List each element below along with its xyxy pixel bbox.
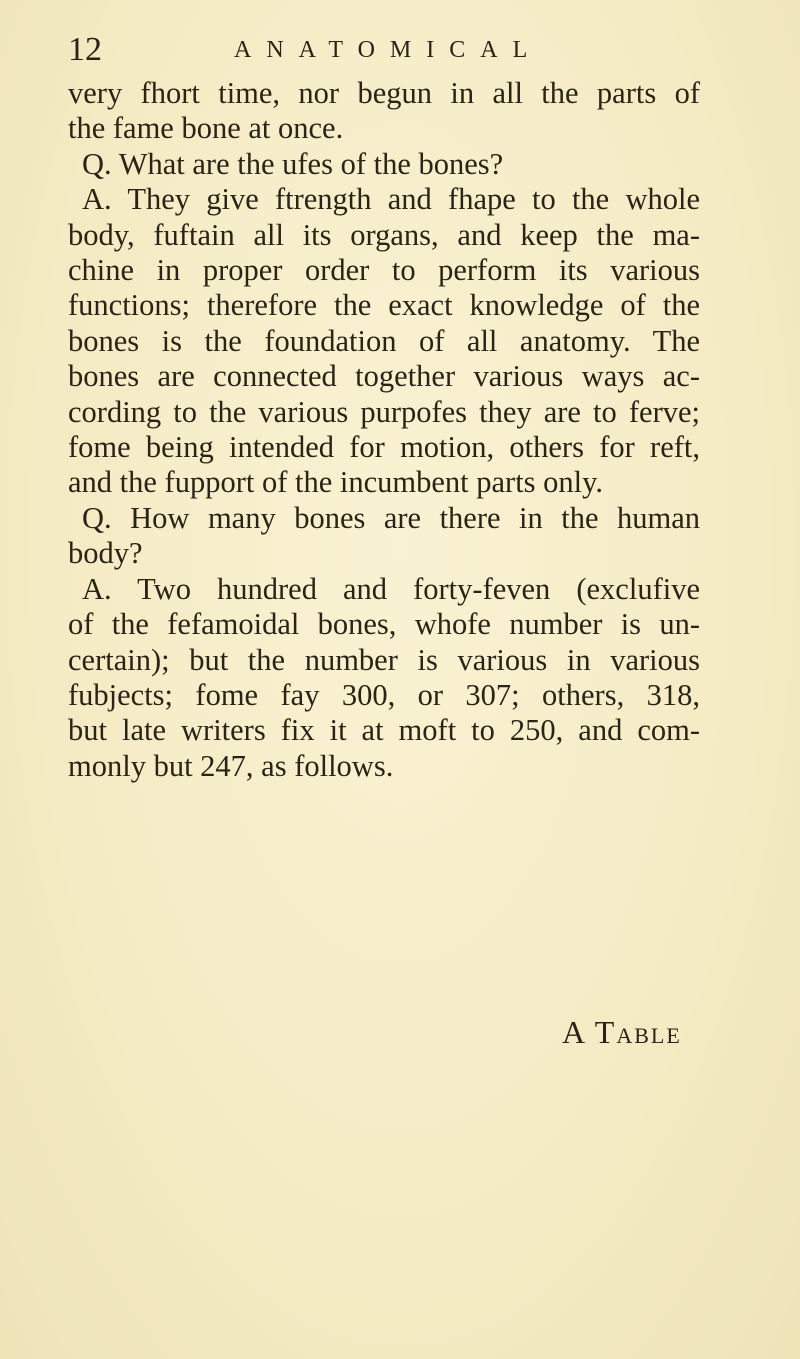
text-line: bones is the foundation of all anatomy. The bbox=[68, 323, 700, 358]
text-line: body? bbox=[68, 536, 143, 571]
text-line: the fame bone at once. bbox=[68, 111, 344, 146]
text-line: bones are connected together various ways ac- bbox=[68, 359, 700, 394]
page-header bbox=[68, 30, 728, 70]
running-head: ANATOMICAL bbox=[234, 37, 543, 63]
text-line: fubjects; fome fay 300, or 307; others, 318, bbox=[68, 677, 700, 712]
page-number: 12 bbox=[68, 31, 102, 68]
question-line: Q. How many bones are there in the human bbox=[82, 500, 700, 535]
text-line: but late writers fix it at moft to 250, and com- bbox=[68, 713, 700, 748]
text-line: monly but 247, as follows. bbox=[68, 748, 394, 783]
text-line: body, fuftain all its organs, and keep the ma- bbox=[68, 217, 700, 252]
text-line: fome being intended for motion, others for reft, bbox=[68, 430, 700, 465]
answer-line: A. Two hundred and forty-feven (exclufive bbox=[82, 571, 700, 606]
text-line: chine in proper order to perform its various bbox=[68, 253, 700, 288]
question-line: Q. What are the ufes of the bones? bbox=[82, 146, 504, 181]
text-line: of the fefamoidal bones, whofe number is un- bbox=[68, 607, 700, 642]
text-line: certain); but the number is various in various bbox=[68, 642, 700, 677]
answer-line: A. They give ftrength and fhape to the whole bbox=[82, 182, 700, 217]
text-line: and the fupport of the incumbent parts only. bbox=[68, 465, 604, 500]
body-text bbox=[68, 76, 700, 784]
text-line: cording to the various purpofes they are to ferve; bbox=[68, 394, 700, 429]
text-line: functions; therefore the exact knowledge of the bbox=[68, 288, 700, 323]
text-line: very fhort time, nor begun in all the parts of bbox=[68, 76, 700, 110]
catchword: A Table bbox=[562, 1014, 682, 1050]
